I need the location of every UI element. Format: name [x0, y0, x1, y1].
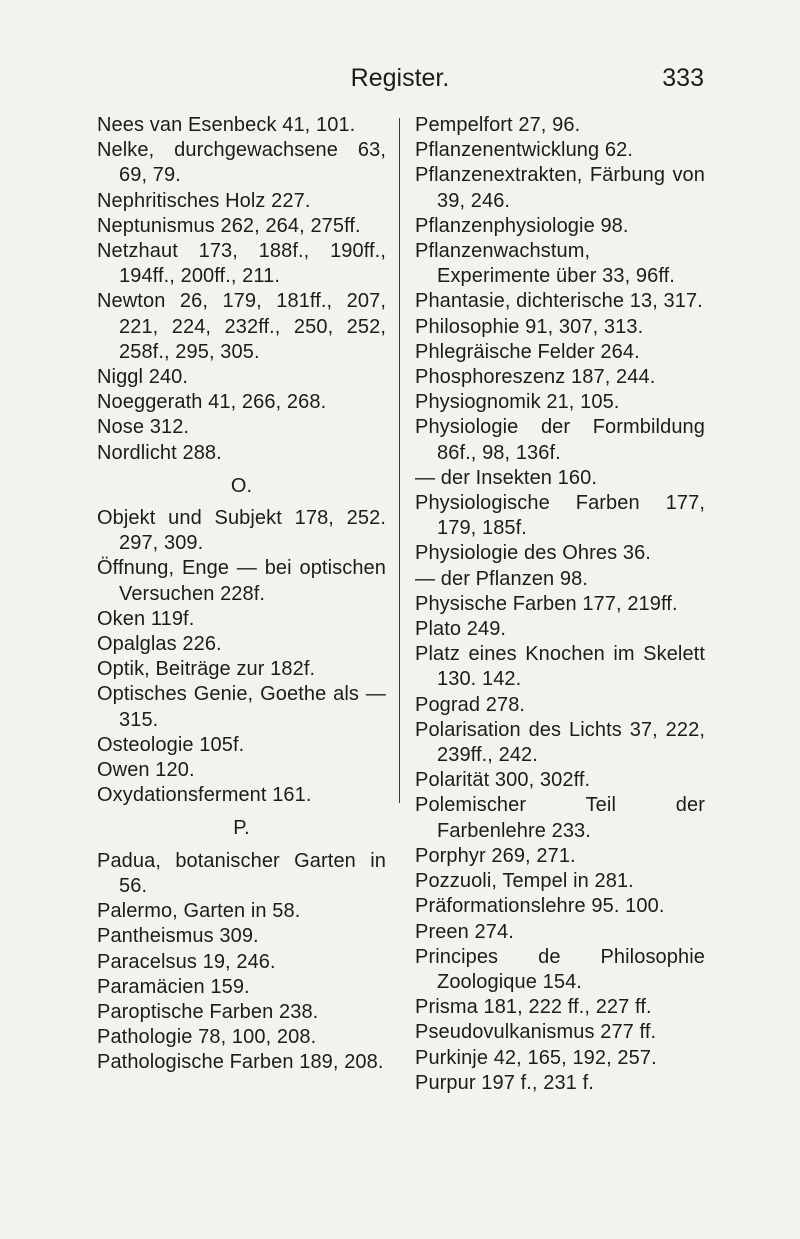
index-entry: Oken 119f. [97, 607, 195, 630]
index-entry: Netzhaut 173, 188f., 190ff., 194ff., 200ff., 211. [97, 240, 386, 288]
index-entry: Paracelsus 19, 246. [97, 950, 276, 973]
index-entry: Padua, botanischer Garten in 56. [97, 849, 386, 897]
index-column-right [415, 113, 705, 1096]
index-entry: Opalglas 226. [97, 633, 222, 656]
index-subentry: — der Pflanzen 98. [415, 567, 589, 590]
index-group-o [97, 506, 386, 808]
index-entry: Niggl 240. [97, 366, 189, 389]
index-entry: Osteologie 105f. [97, 733, 245, 756]
index-entry: Physiognomik 21, 105. [415, 391, 620, 414]
index-entry: Öffnung, Enge — bei optischen Versuchen 228f. [97, 557, 386, 605]
section-letter-o: O. [230, 474, 253, 497]
index-entry: Nose 312. [97, 416, 190, 439]
index-group-p [97, 849, 386, 1076]
index-entry: Palermo, Garten in 58. [97, 900, 301, 923]
page-title: Register. [350, 64, 450, 92]
index-entry: Paramäcien 159. [97, 975, 250, 998]
index-group-n [97, 113, 386, 466]
index-entry: Phantasie, dichterische 13, 317. [415, 290, 703, 313]
index-entry: Polarität 300, 302ff. [415, 769, 591, 792]
index-entry: Pathologische Farben 189, 208. [97, 1051, 384, 1074]
index-entry: Polarisation des Lichts 37, 222, 239ff., 242. [415, 718, 705, 767]
index-entry: Pflanzenentwicklung 62. [415, 139, 633, 162]
index-entry: Physiologie der Formbildung 86f., 98, 136f. [415, 416, 705, 464]
index-entry: Pflanzenphysiologie 98. [415, 214, 629, 237]
page-header [96, 58, 704, 98]
index-entry: Nephritisches Holz 227. [97, 189, 311, 212]
index-entry: Pograd 278. [415, 693, 526, 716]
index-subentry: — der Insekten 160. [415, 466, 598, 489]
index-entry: Nees van Esenbeck 41, 101. [97, 114, 356, 136]
page-number: 333 [662, 64, 704, 92]
index-entry: Physiologie des Ohres 36. [415, 542, 651, 565]
index-entry: Optik, Beiträge zur 182f. [97, 658, 316, 681]
index-entry: Nordlicht 288. [97, 441, 222, 464]
index-entry: Physiologische Farben 177, 179, 185f. [415, 492, 705, 540]
index-entry: Optisches Genie, Goethe als — 315. [97, 683, 386, 731]
index-entry: Plato 249. [415, 618, 507, 641]
index-entry: Polemischer Teil der Farbenlehre 233. [415, 794, 705, 842]
index-entry: Purkinje 42, 165, 192, 257. [415, 1046, 657, 1069]
index-entry: Platz eines Knochen im Skelett 130. 142. [415, 643, 705, 691]
index-entry: Pantheismus 309. [97, 925, 259, 948]
section-letter-p: P. [233, 817, 250, 840]
index-entry: Newton 26, 179, 181ff., 207, 221, 224, 232ff., 250, 252, 258f., 295, 305. [97, 290, 386, 363]
index-entry: Phosphoreszenz 187, 244. [415, 366, 656, 389]
index-entry: Owen 120. [97, 759, 195, 782]
index-entry: Pozzuoli, Tempel in 281. [415, 870, 634, 893]
index-entry: Nelke, durchgewachsene 63, 69, 79. [97, 139, 386, 187]
column-divider [399, 118, 400, 803]
index-entry: Preen 274. [415, 920, 514, 943]
index-entry: Pempelfort 27, 96. [415, 114, 581, 136]
index-entry: Pflanzenextrakten, Färbung von 39, 246. [415, 164, 705, 212]
index-entry: Pseudovulkanismus 277 ff. [415, 1021, 657, 1044]
index-entry: Pflanzenwachstum, Experimente über 33, 96ff. [415, 240, 675, 288]
index-entry: Oxydationsferment 161. [97, 784, 312, 807]
index-entry: Porphyr 269, 271. [415, 844, 576, 867]
index-entry: Prisma 181, 222 ff., 227 ff. [415, 996, 652, 1019]
index-entry: Phlegräische Felder 264. [415, 340, 640, 363]
index-entry: Neptunismus 262, 264, 275ff. [97, 214, 361, 237]
index-entry: Präformationslehre 95. 100. [415, 895, 665, 918]
index-entry: Philosophie 91, 307, 313. [415, 315, 644, 338]
index-entry: Objekt und Subjekt 178, 252. 297, 309. [97, 507, 386, 555]
index-entry: Principes de Philosophie Zoologique 154. [415, 945, 705, 993]
index-column-left [97, 113, 386, 1076]
index-entry: Noeggerath 41, 266, 268. [97, 391, 327, 414]
index-entry: Pathologie 78, 100, 208. [97, 1026, 317, 1049]
index-entry: Paroptische Farben 238. [97, 1000, 319, 1023]
index-entry: Purpur 197 f., 231 f. [415, 1071, 594, 1094]
index-entry: Physische Farben 177, 219ff. [415, 592, 678, 615]
